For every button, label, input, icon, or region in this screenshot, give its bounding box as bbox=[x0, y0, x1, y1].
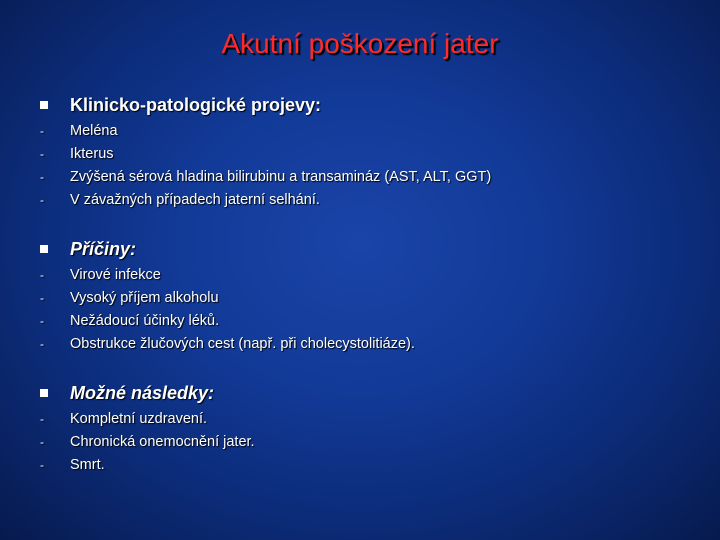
list-item bbox=[40, 146, 700, 169]
list-item-text: V závažných případech jaterní selhání. bbox=[70, 192, 320, 208]
list-item-text: Vysoký příjem alkoholu bbox=[70, 290, 219, 306]
square-bullet-icon bbox=[40, 245, 48, 253]
bullet-list bbox=[40, 267, 700, 359]
list-item-text: Ikterus bbox=[70, 146, 114, 162]
list-item bbox=[40, 123, 700, 146]
list-item-text: Virové infekce bbox=[70, 267, 161, 283]
dash-bullet-icon: - bbox=[40, 193, 44, 207]
section-consequences bbox=[40, 381, 700, 480]
section-clinical-manifestations bbox=[40, 93, 700, 215]
section-heading-text: Možné následky: bbox=[70, 382, 215, 403]
list-item-text: Obstrukce žlučových cest (např. při cholecystolitiáze). bbox=[70, 336, 415, 352]
square-bullet-icon bbox=[40, 389, 48, 397]
list-item bbox=[40, 411, 700, 434]
dash-bullet-icon: - bbox=[40, 268, 44, 282]
list-item-text: Kompletní uzdravení. bbox=[70, 411, 208, 427]
dash-bullet-icon: - bbox=[40, 147, 44, 161]
list-item bbox=[40, 457, 700, 480]
list-item bbox=[40, 169, 700, 192]
bullet-list bbox=[40, 411, 700, 480]
section-heading bbox=[40, 93, 700, 117]
section-heading bbox=[40, 237, 700, 261]
list-item-text: Meléna bbox=[70, 123, 118, 139]
dash-bullet-icon: - bbox=[40, 314, 44, 328]
list-item bbox=[40, 434, 700, 457]
dash-bullet-icon: - bbox=[40, 124, 44, 138]
list-item-text: Nežádoucí účinky léků. bbox=[70, 313, 220, 329]
section-causes bbox=[40, 237, 700, 359]
list-item bbox=[40, 192, 700, 215]
list-item bbox=[40, 290, 700, 313]
section-heading-text: Příčiny: bbox=[70, 238, 137, 259]
section-heading-text: Klinicko-patologické projevy: bbox=[70, 94, 322, 115]
dash-bullet-icon: - bbox=[40, 412, 44, 426]
dash-bullet-icon: - bbox=[40, 291, 44, 305]
list-item-text: Zvýšená sérová hladina bilirubinu a transamináz (AST, ALT, GGT) bbox=[70, 169, 492, 185]
bullet-list bbox=[40, 123, 700, 215]
dash-bullet-icon: - bbox=[40, 337, 44, 351]
dash-bullet-icon: - bbox=[40, 435, 44, 449]
slide-title: Akutní poškození jater bbox=[221, 28, 499, 59]
list-item bbox=[40, 267, 700, 290]
list-item-text: Chronická onemocnění jater. bbox=[70, 434, 255, 450]
list-item bbox=[40, 313, 700, 336]
square-bullet-icon bbox=[40, 101, 48, 109]
section-heading bbox=[40, 381, 700, 405]
list-item bbox=[40, 336, 700, 359]
list-item-text: Smrt. bbox=[70, 457, 105, 473]
dash-bullet-icon: - bbox=[40, 170, 44, 184]
dash-bullet-icon: - bbox=[40, 458, 44, 472]
